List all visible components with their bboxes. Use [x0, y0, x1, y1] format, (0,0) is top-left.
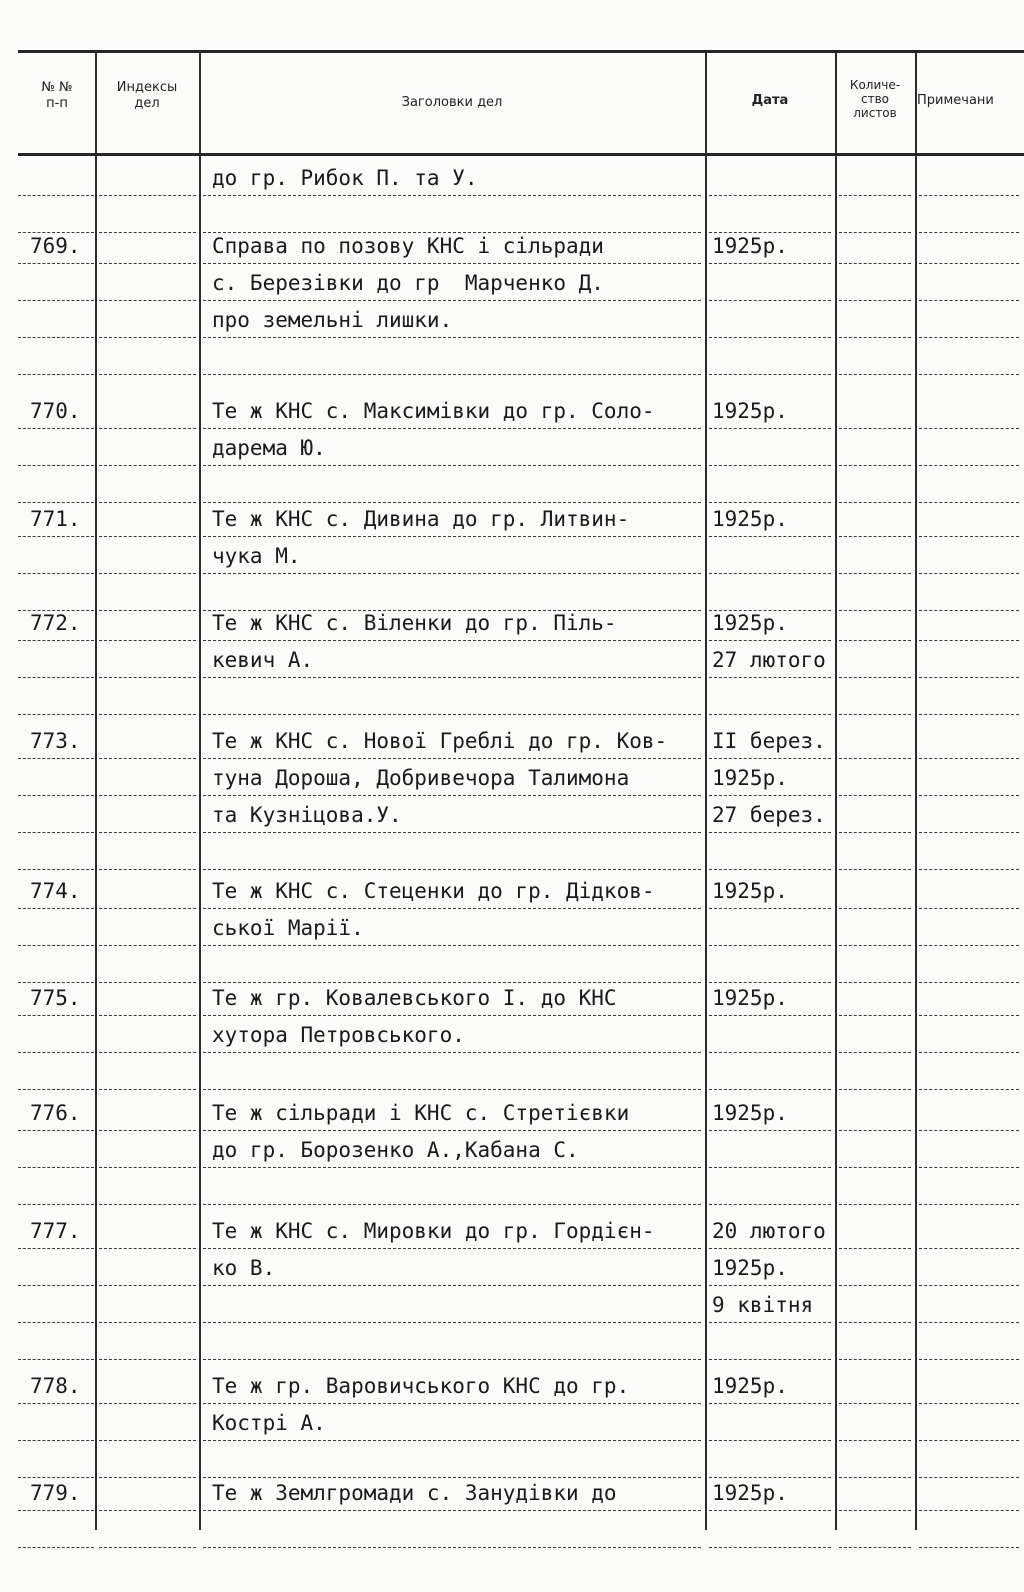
ruled-line [709, 1052, 831, 1054]
row-date: 9 квітня [712, 1293, 814, 1317]
ruled-line [839, 1440, 911, 1442]
ruled-line [18, 1130, 94, 1132]
ruled-line [99, 1052, 196, 1054]
ruled-line [709, 832, 831, 834]
ruled-line [203, 908, 701, 910]
header-index [97, 80, 197, 112]
ruled-line [919, 908, 1019, 910]
top-rule [18, 50, 1024, 53]
ruled-line [99, 677, 196, 679]
ruled-line [99, 195, 196, 197]
ruled-line [203, 1204, 701, 1206]
ruled-line [839, 945, 911, 947]
ruled-line [203, 300, 701, 302]
ruled-line [18, 982, 94, 984]
ruled-line [18, 428, 94, 430]
ruled-line [203, 374, 701, 376]
header-rule [18, 153, 1024, 156]
header-notes-label: Примечани [917, 93, 994, 108]
ruled-line [18, 374, 94, 376]
ruled-line [203, 428, 701, 430]
ruled-line [203, 573, 701, 575]
ruled-line [839, 714, 911, 716]
ruled-line [709, 1322, 831, 1324]
ruled-line [203, 677, 701, 679]
ruled-line [709, 374, 831, 376]
ruled-line [709, 795, 831, 797]
ruled-line [709, 1440, 831, 1442]
ruled-line [99, 1440, 196, 1442]
ruled-line [709, 1510, 831, 1512]
ruled-line [99, 300, 196, 302]
ruled-line [99, 1359, 196, 1361]
ruled-line [919, 1248, 1019, 1250]
ruled-line [99, 1248, 196, 1250]
ruled-line [709, 1089, 831, 1091]
ruled-line [839, 1015, 911, 1017]
header-notes [917, 93, 1024, 109]
ruled-line [919, 1204, 1019, 1206]
row-date: 1925р. [712, 234, 788, 258]
ruled-line [203, 832, 701, 834]
ruled-line [919, 795, 1019, 797]
row-date: 1925р. [712, 1101, 788, 1125]
row-title-line: та Кузніцова.У. [212, 803, 402, 827]
ruled-line [99, 232, 196, 234]
ruled-line [203, 1440, 701, 1442]
ruled-line [99, 795, 196, 797]
row-date: 1925р. [712, 986, 788, 1010]
ruled-line [919, 465, 1019, 467]
ruled-line [919, 869, 1019, 871]
ruled-line [18, 908, 94, 910]
row-number: 769. [30, 234, 81, 258]
ruled-line [99, 428, 196, 430]
ruled-line [709, 640, 831, 642]
ruled-line [18, 758, 94, 760]
row-title-line: Те ж КНС с. Стеценки до гр. Дідков- [212, 879, 655, 903]
ruled-line [919, 1322, 1019, 1324]
ruled-line [99, 374, 196, 376]
ruled-line [203, 263, 701, 265]
ruled-line [919, 1285, 1019, 1287]
ruled-line [203, 1359, 701, 1361]
ruled-line [839, 263, 911, 265]
ruled-line [18, 300, 94, 302]
row-number: 774. [30, 879, 81, 903]
ruled-line [919, 758, 1019, 760]
row-title-line: Те ж КНС с. Дивина до гр. Литвин- [212, 507, 630, 531]
row-title-line: до гр. Борозенко А.,Кабана С. [212, 1138, 579, 1162]
ruled-line [839, 1204, 911, 1206]
ruled-line [99, 869, 196, 871]
ruled-line [99, 758, 196, 760]
ruled-line [709, 195, 831, 197]
ruled-line [709, 300, 831, 302]
ruled-line [839, 428, 911, 430]
ruled-line [203, 536, 701, 538]
ruled-line [709, 758, 831, 760]
ruled-line [18, 337, 94, 339]
ruled-line [709, 1403, 831, 1405]
ruled-line [919, 677, 1019, 679]
ruled-line [203, 945, 701, 947]
ruled-line [919, 337, 1019, 339]
ruled-line [18, 1477, 94, 1479]
ruled-line [919, 1403, 1019, 1405]
ruled-line [203, 465, 701, 467]
ruled-line [839, 677, 911, 679]
ruled-line [18, 945, 94, 947]
ruled-line [99, 832, 196, 834]
ruled-line [203, 195, 701, 197]
ruled-line [919, 945, 1019, 947]
ruled-line [99, 1403, 196, 1405]
ruled-line [18, 502, 94, 504]
ruled-line [99, 1015, 196, 1017]
row-title-line: ко В. [212, 1256, 276, 1280]
row-number: 770. [30, 399, 81, 423]
row-title-line: хутора Петровського. [212, 1023, 465, 1047]
ruled-line [919, 1089, 1019, 1091]
ruled-line [203, 640, 701, 642]
ruled-line [203, 1130, 701, 1132]
row-title-line: Те ж гр. Варовичського КНС до гр. [212, 1374, 630, 1398]
ruled-line [709, 677, 831, 679]
ruled-line [99, 945, 196, 947]
ruled-line [18, 1440, 94, 1442]
ruled-line [709, 1130, 831, 1132]
ruled-line [709, 263, 831, 265]
ruled-line [919, 374, 1019, 376]
ruled-line [839, 982, 911, 984]
ruled-line [18, 1322, 94, 1324]
ruled-line [18, 795, 94, 797]
ruled-line [203, 1089, 701, 1091]
ruled-line [99, 263, 196, 265]
ruled-line [839, 1403, 911, 1405]
ruled-line [839, 908, 911, 910]
ruled-line [18, 1547, 94, 1549]
row-title-line: Те ж КНС с. Нової Греблі до гр. Ков- [212, 729, 668, 753]
row-date: II берез. [712, 729, 826, 753]
row-number: 777. [30, 1219, 81, 1243]
ruled-line [919, 832, 1019, 834]
ruled-line [709, 1477, 831, 1479]
column-divider [705, 52, 707, 1530]
row-date: 20 лютого [712, 1219, 826, 1243]
ruled-line [709, 1248, 831, 1250]
ruled-line [18, 640, 94, 642]
ruled-line [839, 1477, 911, 1479]
row-date: 1925р. [712, 879, 788, 903]
header-number-label: № № п-п [41, 80, 73, 111]
ruled-line [203, 1403, 701, 1405]
ruled-line [203, 502, 701, 504]
ruled-line [18, 677, 94, 679]
ruled-line [18, 1248, 94, 1250]
column-divider [199, 52, 201, 1530]
ruled-line [919, 1052, 1019, 1054]
ruled-line [99, 908, 196, 910]
ruled-line [839, 1052, 911, 1054]
row-date: 1925р. [712, 1481, 788, 1505]
column-divider [835, 52, 837, 1530]
ruled-line [709, 573, 831, 575]
ruled-line [839, 1089, 911, 1091]
ruled-line [709, 337, 831, 339]
ruled-line [839, 795, 911, 797]
ruled-line [839, 1167, 911, 1169]
ruled-line [919, 1510, 1019, 1512]
ruled-line [18, 195, 94, 197]
ruled-line [99, 1167, 196, 1169]
ruled-line [18, 1403, 94, 1405]
ruled-line [839, 1510, 911, 1512]
ruled-line [203, 337, 701, 339]
header-number [20, 80, 94, 112]
ruled-line [919, 1130, 1019, 1132]
ruled-line [99, 573, 196, 575]
ruled-line [839, 1285, 911, 1287]
row-title-line: про земельні лишки. [212, 308, 453, 332]
ruled-line [203, 1547, 701, 1549]
ruled-line [709, 869, 831, 871]
ruled-line [919, 1359, 1019, 1361]
row-date: 27 берез. [712, 803, 826, 827]
ruled-line [18, 869, 94, 871]
ruled-line [919, 1547, 1019, 1549]
ruled-line [839, 300, 911, 302]
ruled-line [839, 758, 911, 760]
ruled-line [709, 502, 831, 504]
ruled-line [709, 1204, 831, 1206]
ruled-line [709, 1359, 831, 1361]
ruled-line [839, 195, 911, 197]
header-title-label: Заголовки дел [401, 95, 503, 110]
ruled-line [709, 465, 831, 467]
header-sheets-label: Количе- ство листов [849, 78, 901, 120]
ruled-line [99, 1322, 196, 1324]
ruled-line [99, 1285, 196, 1287]
ruled-line [919, 1440, 1019, 1442]
ruled-line [839, 465, 911, 467]
ruled-line [839, 1359, 911, 1361]
ruled-line [919, 232, 1019, 234]
ruled-line [839, 536, 911, 538]
ruled-line [203, 1052, 701, 1054]
ruled-line [18, 1285, 94, 1287]
row-title-line: до гр. Рибок П. та У. [212, 166, 478, 190]
ruled-line [99, 1547, 196, 1549]
row-date: 1925р. [712, 1256, 788, 1280]
ruled-line [839, 869, 911, 871]
ruled-line [99, 610, 196, 612]
ruled-line [18, 714, 94, 716]
row-title-line: туна Дороша, Добривечора Талимона [212, 766, 630, 790]
ruled-line [839, 1322, 911, 1324]
row-title-line: кевич А. [212, 648, 314, 672]
ruled-line [203, 1015, 701, 1017]
ruled-line [919, 502, 1019, 504]
ruled-line [18, 1052, 94, 1054]
ruled-line [919, 1167, 1019, 1169]
ruled-line [839, 374, 911, 376]
ruled-line [919, 573, 1019, 575]
ruled-line [203, 869, 701, 871]
column-divider [95, 52, 97, 1530]
ruled-line [18, 573, 94, 575]
ruled-line [18, 1015, 94, 1017]
ruled-line [709, 908, 831, 910]
ruled-line [839, 610, 911, 612]
row-title-line: Справа по позову КНС і сільради [212, 234, 604, 258]
row-title-line: Те ж гр. Ковалевського І. до КНС [212, 986, 617, 1010]
ruled-line [99, 1477, 196, 1479]
ruled-line [839, 337, 911, 339]
ruled-line [203, 758, 701, 760]
ruled-line [18, 1167, 94, 1169]
ruled-line [839, 573, 911, 575]
ruled-line [99, 502, 196, 504]
row-date: 1925р. [712, 399, 788, 423]
ruled-line [18, 1089, 94, 1091]
ruled-line [839, 1547, 911, 1549]
ruled-line [839, 832, 911, 834]
ruled-line [919, 1477, 1019, 1479]
row-date: 1925р. [712, 766, 788, 790]
header-index-label: Индексы дел [116, 80, 178, 111]
ruled-line [203, 1248, 701, 1250]
ruled-line [919, 714, 1019, 716]
row-title-line: дарема Ю. [212, 436, 326, 460]
ruled-line [919, 300, 1019, 302]
ruled-line [709, 1015, 831, 1017]
ruled-line [709, 536, 831, 538]
ruled-line [709, 1285, 831, 1287]
ruled-line [203, 1167, 701, 1169]
ruled-line [99, 337, 196, 339]
row-number: 771. [30, 507, 81, 531]
ruled-line [709, 945, 831, 947]
ruled-line [99, 640, 196, 642]
row-number: 779. [30, 1481, 81, 1505]
ruled-line [203, 1510, 701, 1512]
ruled-line [839, 232, 911, 234]
ruled-line [99, 465, 196, 467]
row-title-line: Те ж КНС с. Віленки до гр. Піль- [212, 611, 617, 635]
ruled-line [18, 1510, 94, 1512]
header-title [201, 95, 703, 111]
row-title-line: чука М. [212, 544, 301, 568]
ruled-line [839, 502, 911, 504]
row-number: 773. [30, 729, 81, 753]
ruled-line [203, 1285, 701, 1287]
header-date [707, 93, 833, 109]
ruled-line [203, 982, 701, 984]
ruled-line [709, 428, 831, 430]
ruled-line [99, 1204, 196, 1206]
ruled-line [99, 1089, 196, 1091]
row-title-line: Те ж сільради і КНС с. Стретієвки [212, 1101, 630, 1125]
row-title-line: с. Березівки до гр Марченко Д. [212, 271, 604, 295]
ruled-line [18, 1359, 94, 1361]
column-divider [915, 52, 917, 1530]
ruled-line [919, 1015, 1019, 1017]
ruled-line [203, 1322, 701, 1324]
ruled-line [203, 1477, 701, 1479]
ruled-line [18, 263, 94, 265]
ruled-line [919, 640, 1019, 642]
ruled-line [839, 640, 911, 642]
ruled-line [919, 610, 1019, 612]
ruled-line [99, 1510, 196, 1512]
ruled-line [919, 263, 1019, 265]
row-title-line: ської Марії. [212, 916, 364, 940]
row-title-line: Кострі А. [212, 1411, 326, 1435]
row-number: 778. [30, 1374, 81, 1398]
header-sheets [837, 78, 913, 120]
ruled-line [709, 982, 831, 984]
ruled-line [99, 536, 196, 538]
ruled-line [839, 1130, 911, 1132]
ruled-line [18, 832, 94, 834]
ruled-line [919, 536, 1019, 538]
row-number: 775. [30, 986, 81, 1010]
ruled-line [919, 982, 1019, 984]
row-number: 772. [30, 611, 81, 635]
ruled-line [99, 714, 196, 716]
ruled-line [99, 982, 196, 984]
row-date: 1925р. [712, 1374, 788, 1398]
ruled-line [709, 1547, 831, 1549]
ruled-line [18, 465, 94, 467]
ruled-line [839, 1248, 911, 1250]
row-date: 1925р. [712, 611, 788, 635]
ruled-line [203, 795, 701, 797]
ruled-line [99, 1130, 196, 1132]
ruled-line [709, 714, 831, 716]
ruled-line [919, 428, 1019, 430]
row-title-line: Те ж Землгромади с. Занудівки до [212, 1481, 617, 1505]
ruled-line [709, 1167, 831, 1169]
ruled-line [919, 195, 1019, 197]
row-date: 27 лютого [712, 648, 826, 672]
row-title-line: Те ж КНС с. Максимівки до гр. Соло- [212, 399, 655, 423]
ruled-line [18, 536, 94, 538]
row-number: 776. [30, 1101, 81, 1125]
ruled-line [18, 1204, 94, 1206]
row-title-line: Те ж КНС с. Мировки до гр. Гордієн- [212, 1219, 655, 1243]
header-date-label: Дата [751, 93, 789, 108]
ruled-line [203, 714, 701, 716]
row-date: 1925р. [712, 507, 788, 531]
